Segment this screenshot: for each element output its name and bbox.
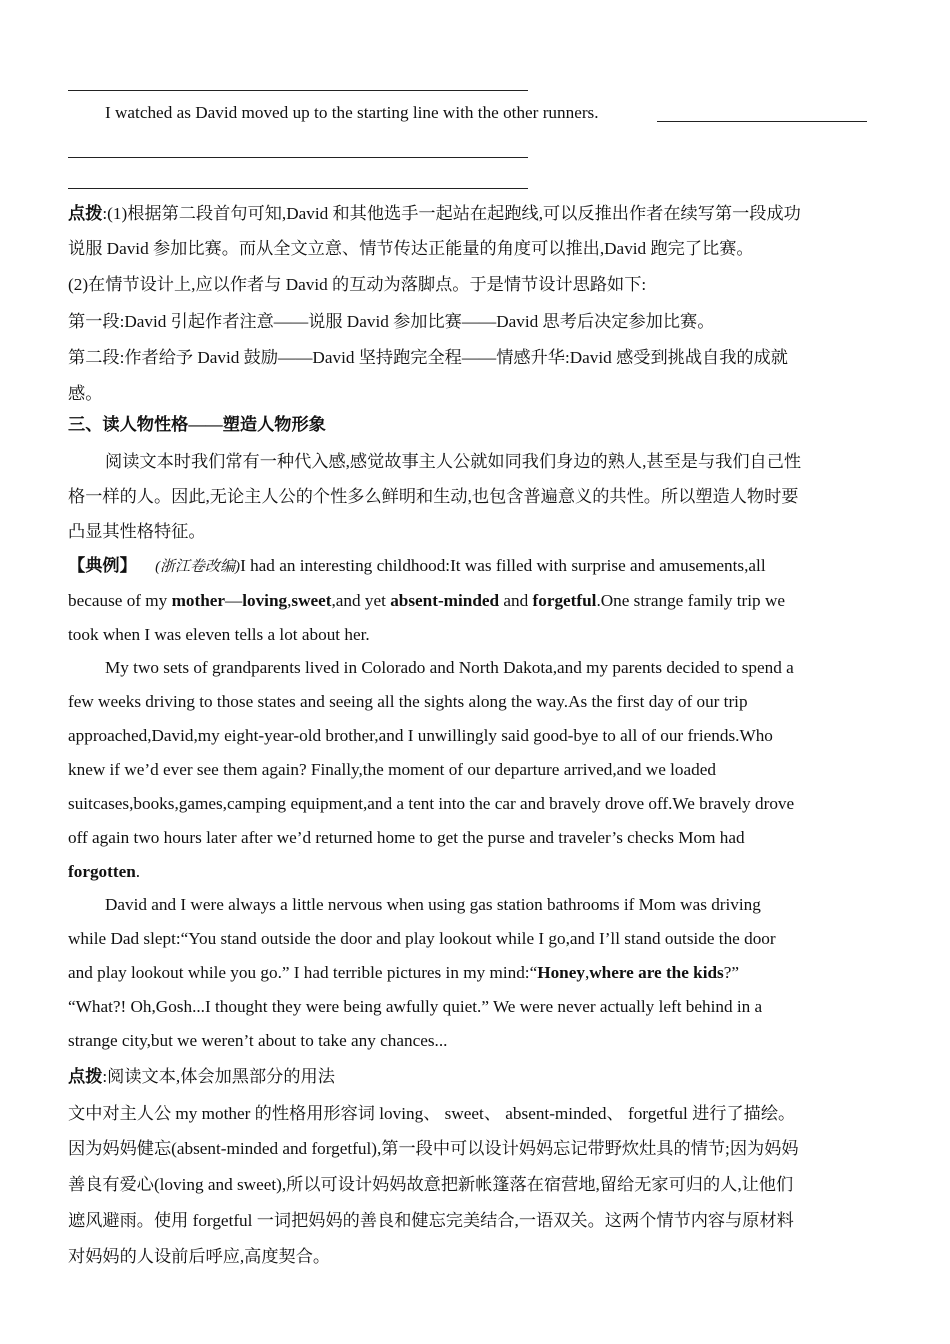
example-line-1: 【典例】 (浙江卷改编)I had an interesting childhood:It was filled with surprise and amusements,all	[68, 556, 766, 575]
starting-line-sentence: I watched as David moved up to the starting line with the other runners.	[105, 103, 599, 122]
example-line-2: because of my mother—loving,sweet,and yet absent-minded and forgetful.One strange family trip we	[68, 591, 785, 610]
tip-label: 点拨	[68, 204, 103, 223]
tip1-line-3: (2)在情节设计上,应以作者与 David 的互动为落脚点。于是情节设计思路如下:	[68, 275, 647, 294]
tip1-line-1: 点拨:(1)根据第二段首句可知,David 和其他选手一起站在起跑线,可以反推出作者在续写第一段成功	[68, 204, 801, 223]
example-line-3: took when I was eleven tells a lot about her.	[68, 625, 370, 644]
example-p3-line-3: and play lookout while you go.” I had terrible pictures in my mind:“Honey,where are the kids?”	[68, 963, 740, 982]
tip1-line-2: 说服 David 参加比赛。而从全文立意、情节传达正能量的角度可以推出,David 跑完了比赛。	[68, 239, 754, 258]
answer-line-1	[68, 90, 528, 91]
tip2-line-5: 遮风避雨。使用 forgetful 一词把妈妈的善良和健忘完美结合,一语双关。这两个情节内容与原材料	[68, 1211, 794, 1230]
tip1-line-6: 感。	[68, 384, 103, 403]
answer-line-3	[68, 157, 528, 158]
tip2-line-4: 善良有爱心(loving and sweet),所以可设计妈妈故意把新帐篷落在宿营地,留给无家可归的人,让他们	[68, 1175, 794, 1194]
example-p2-line-1: My two sets of grandparents lived in Colorado and North Dakota,and my parents decided to spend a	[105, 658, 794, 677]
tip2-line-6: 对妈妈的人设前后呼应,高度契合。	[68, 1247, 331, 1266]
section-heading: 三、读人物性格——塑造人物形象	[68, 415, 326, 434]
example-p2-line-6: off again two hours later after we’d returned home to get the purse and traveler’s checks Mom had	[68, 828, 745, 847]
section-paragraph-line-1: 阅读文本时我们常有一种代入感,感觉故事主人公就如同我们身边的熟人,甚至是与我们自己性	[105, 452, 802, 471]
example-p3-line-2: while Dad slept:“You stand outside the door and play lookout while I go,and I’ll stand outside the door	[68, 929, 776, 948]
example-p2-line-3: approached,David,my eight-year-old brother,and I unwillingly said good-bye to all of our friends.Who	[68, 726, 773, 745]
section-paragraph-line-2: 格一样的人。因此,无论主人公的个性多么鲜明和生动,也包含普遍意义的共性。所以塑造人物时要	[68, 487, 799, 506]
example-p2-line-5: suitcases,books,games,camping equipment,and a tent into the car and bravely drove off.We bravely drove	[68, 794, 795, 813]
example-p2-line-7: forgotten.	[68, 862, 141, 881]
tip2-line-3: 因为妈妈健忘(absent-minded and forgetful),第一段中可以设计妈妈忘记带野炊灶具的情节;因为妈妈	[68, 1139, 799, 1158]
example-p2-line-2: few weeks driving to those states and seeing all the sights along the way.As the first day of our trip	[68, 692, 748, 711]
example-p3-line-4: “What?! Oh,Gosh...I thought they were being awfully quiet.” We were never actually left behind in a	[68, 997, 763, 1016]
tip2-line-1: 点拨:阅读文本,体会加黑部分的用法	[68, 1067, 335, 1086]
example-p3-line-5: strange city,but we weren’t about to take any chances...	[68, 1031, 448, 1050]
answer-line-4	[68, 188, 528, 189]
example-source: (浙江卷改编)	[155, 559, 241, 575]
section-paragraph-line-3: 凸显其性格特征。	[68, 522, 206, 541]
tip1-line-4: 第一段:David 引起作者注意——说服 David 参加比赛——David 思考后决定参加比赛。	[68, 312, 715, 331]
example-p2-line-4: knew if we’d ever see them again? Finally,the moment of our departure arrived,and we loaded	[68, 760, 716, 779]
tip1-line-5: 第二段:作者给予 David 鼓励——David 坚持跑完全程——情感升华:David 感受到挑战自我的成就	[68, 348, 788, 367]
example-tag: 【典例】	[68, 556, 137, 575]
example-p3-line-1: David and I were always a little nervous when using gas station bathrooms if Mom was driving	[105, 895, 761, 914]
tip-label: 点拨	[68, 1067, 103, 1086]
answer-line-2	[657, 121, 867, 122]
tip2-line-2: 文中对主人公 my mother 的性格用形容词 loving、 sweet、 absent-minded、 forgetful 进行了描绘。	[68, 1104, 796, 1123]
